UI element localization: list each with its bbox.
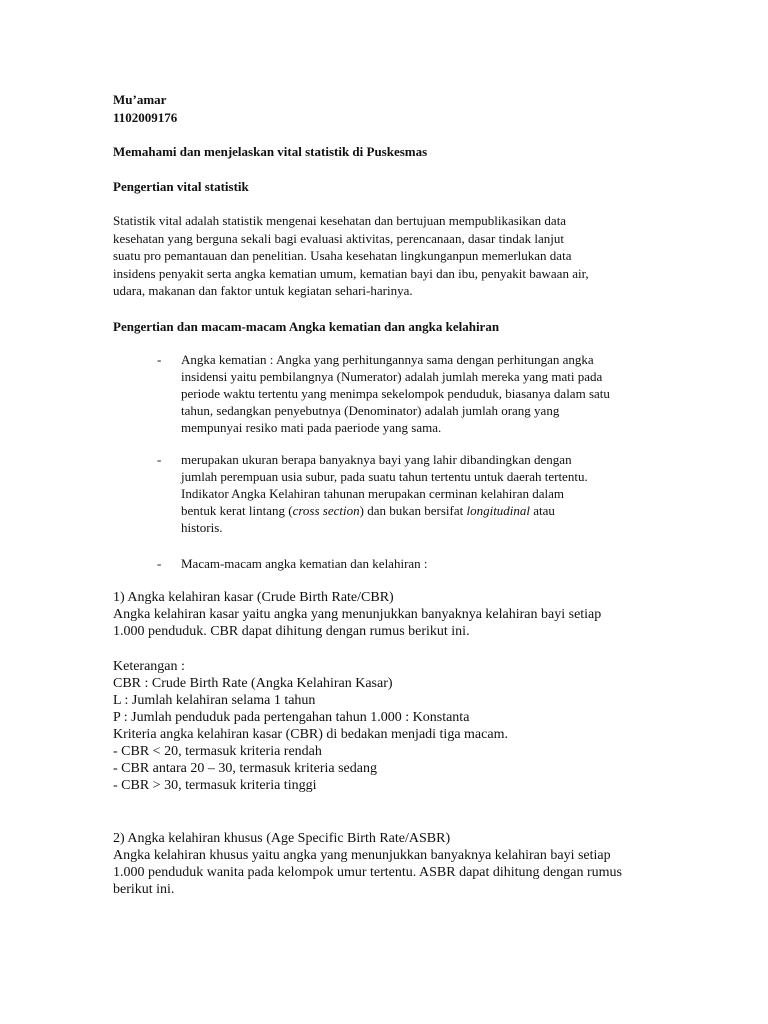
line-with-italics: bentuk kerat lintang (cross section) dan bukan bersifat longitudinal atau [181, 503, 555, 518]
main-heading: Memahami dan menjelaskan vital statistik di Puskesmas [113, 144, 428, 159]
bullet-macam-macam: - Macam-macam angka kematian dan kelahiran : [157, 556, 428, 571]
cbr-title: 1) Angka kelahiran kasar (Crude Birth Rate/CBR) [113, 590, 394, 605]
bullet-angka-kelahiran: - merupakan ukuran berapa banyaknya bayi yang lahir dibandingkan dengan jumlah perempuan usia subur, pada suatu tahun tertentu untuk daerah tertentu. Indikator Angka Kelahiran tahunan merupakan cerminan kelahiran dalam bentuk kerat lintang (cross section) dan bukan bersifat longitudinal atau historis. [157, 451, 677, 536]
bullet-dash: - [157, 452, 162, 467]
bullet-angka-kematian: - Angka kematian : Angka yang perhitungannya sama dengan perhitungan angka insidensi yaitu pembilangnya (Numerator) adalah jumlah mereka yang mati pada periode waktu tertentu yang menimpa sekelompok penduduk, biasanya dalam satu tahun, sedangkan penyebutnya (Denominator) adalah jumlah orang yang mempunyai resiko mati pada paeriode yang sama. [157, 352, 610, 435]
cbr-notes: Keterangan : CBR : Crude Birth Rate (Angka Kelahiran Kasar) L : Jumlah kelahiran selama 1 tahun P : Jumlah penduduk pada pertengahan tahun 1.000 : Konstanta Kriteria angka kelahiran kasar (CBR) di bedakan menjadi tiga macam. - CBR < 20, termasuk kriteria rendah - CBR antara 20 – 30, termasuk kriteria sedang - CBR > 30, termasuk kriteria tinggi [113, 659, 508, 793]
section-heading-vital-statistik: Pengertian vital statistik [113, 179, 249, 194]
asbr-block: 2) Angka kelahiran khusus (Age Specific Birth Rate/ASBR) Angka kelahiran khusus yaitu angka yang menunjukkan banyaknya kelahiran bayi setiap 1.000 penduduk wanita pada kelompok umur tertentu. ASBR dapat dihitung dengan rumus berikut ini. [113, 830, 673, 898]
italic-cross-section: cross section [292, 503, 360, 518]
cbr-block: 1) Angka kelahiran kasar (Crude Birth Rate/CBR) Angka kelahiran kasar yaitu angka yang menunjukkan banyaknya kelahiran bayi setiap 1.000 penduduk. CBR dapat dihitung dengan rumus berikut ini. [113, 589, 673, 640]
bullet-dash: - [157, 556, 162, 571]
section-heading-angka-kematian: Pengertian dan macam-macam Angka kematian dan angka kelahiran [113, 319, 500, 334]
author-id: 1102009176 [113, 109, 178, 125]
author-block [113, 91, 673, 126]
bullet-dash: - [157, 352, 162, 367]
author-name: Mu’amar [113, 92, 167, 107]
section-paragraph-vital-statistik: Statistik vital adalah statistik mengenai kesehatan dan bertujuan mempublikasikan data kesehatan yang berguna sekali bagi evaluasi aktivitas, perencanaan, dasar tindak lanjut suatu pro pemantauan dan penelitian. Usaha kesehatan lingkunganpun memerlukan data insidens penyakit serta angka kematian umum, kematian bayi dan ibu, penyakit bawaan air, udara, makanan dan faktor untuk kegiatan sehari-harinya. [113, 213, 589, 298]
asbr-title: 2) Angka kelahiran khusus (Age Specific Birth Rate/ASBR) [113, 831, 451, 846]
italic-longitudinal: longitudinal [466, 503, 531, 518]
